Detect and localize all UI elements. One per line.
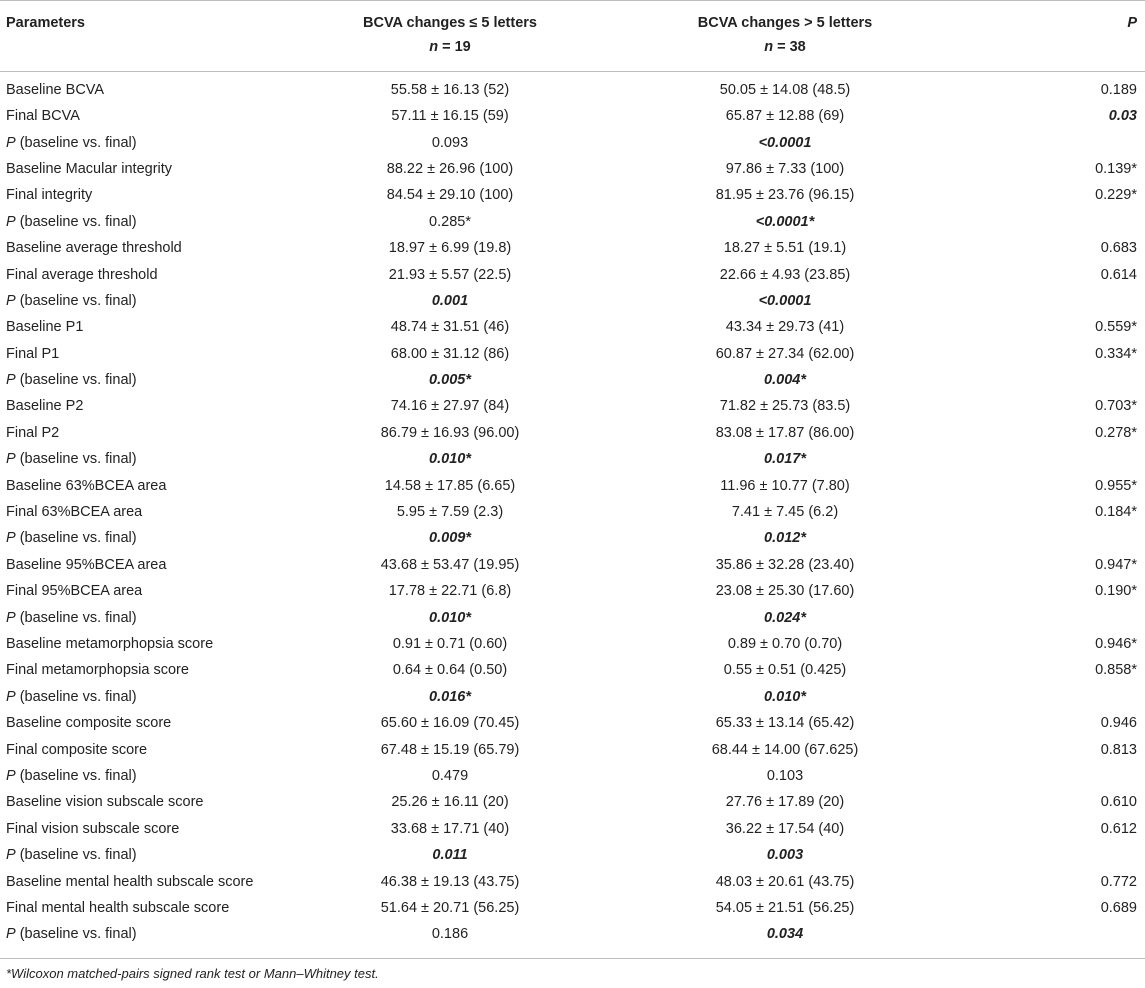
group1-value: 17.78 ± 22.71 (6.8) (388, 583, 512, 600)
header-p: P (1127, 15, 1137, 31)
row-label-text: Final mental health subscale score (6, 899, 230, 916)
row-label-prefix: P (6, 767, 16, 784)
p-value (970, 209, 1145, 235)
row-label-prefix: P (6, 688, 16, 705)
group1-value: 88.22 ± 26.96 (100) (386, 160, 514, 177)
row-label (0, 763, 300, 789)
row-label-text: Baseline P1 (6, 319, 84, 336)
row-label (0, 552, 300, 578)
p-value: 0.946 (1100, 715, 1137, 732)
bottom-rule (0, 958, 1145, 959)
p-value (970, 446, 1145, 472)
p-value (970, 367, 1145, 393)
p-value (970, 684, 1145, 710)
table-row (0, 763, 1145, 789)
group2-value: 0.012* (764, 530, 806, 547)
row-label-text: Final P1 (6, 345, 60, 362)
p-value (970, 288, 1145, 314)
p-value: 0.189 (1100, 82, 1137, 98)
group1-value: 67.48 ± 15.19 (65.79) (380, 741, 520, 758)
group1-value: 48.74 ± 31.51 (46) (390, 319, 510, 336)
table-row (0, 341, 1145, 367)
table-row (0, 736, 1145, 762)
row-label-prefix: P (6, 609, 16, 626)
row-label (0, 868, 300, 894)
group2-value: 60.87 ± 27.34 (62.00) (715, 345, 855, 362)
group1-value: 0.093 (431, 134, 469, 151)
row-label-text: Final average threshold (6, 266, 158, 283)
row-label-text: Final composite score (6, 741, 148, 758)
row-label (0, 367, 300, 393)
row-label (0, 209, 300, 235)
table-row (0, 525, 1145, 551)
row-label (0, 789, 300, 815)
row-label (0, 604, 300, 630)
group2-value: 83.08 ± 17.87 (86.00) (715, 424, 855, 441)
group1-value: 74.16 ± 27.97 (84) (390, 398, 510, 415)
row-label-text: Baseline 63%BCEA area (6, 477, 167, 494)
row-label (0, 129, 300, 155)
group1-value: 0.011 (432, 847, 468, 864)
p-value: 0.772 (1100, 873, 1137, 890)
table-row (0, 72, 1145, 104)
group2-value: 71.82 ± 25.73 (83.5) (719, 398, 851, 415)
group2-value: 0.024* (764, 609, 806, 626)
row-label (0, 235, 300, 261)
table-row (0, 182, 1145, 208)
row-label (0, 420, 300, 446)
group2-value: 97.86 ± 7.33 (100) (725, 160, 845, 177)
group2-value: <0.0001* (755, 213, 815, 230)
table-row (0, 842, 1145, 868)
row-label-text: (baseline vs. final) (15, 688, 137, 705)
table-row (0, 261, 1145, 287)
p-value: 0.139* (1095, 160, 1137, 177)
group2-value: 0.89 ± 0.70 (0.70) (727, 636, 843, 652)
row-label-text: Baseline mental health subscale score (6, 873, 254, 890)
row-label (0, 525, 300, 551)
row-label (0, 314, 300, 340)
row-label-prefix: P (6, 530, 16, 547)
row-label-text: Baseline metamorphopsia score (6, 636, 214, 652)
row-label-text: Final BCVA (6, 108, 80, 125)
group1-value: 86.79 ± 16.93 (96.00) (380, 424, 520, 441)
header-n1-symbol: n (429, 39, 439, 55)
p-value (970, 525, 1145, 551)
group1-value: 33.68 ± 17.71 (40) (390, 820, 510, 837)
table-row (0, 156, 1145, 182)
row-label-text: (baseline vs. final) (15, 213, 137, 230)
p-value: 0.955* (1095, 477, 1137, 494)
group2-value: 0.017* (764, 451, 806, 468)
group2-value: <0.0001 (758, 134, 812, 151)
table-row (0, 684, 1145, 710)
row-label-prefix: P (6, 451, 16, 468)
row-label-text: (baseline vs. final) (15, 451, 137, 468)
group2-value: 65.87 ± 12.88 (69) (725, 108, 845, 125)
table-row (0, 235, 1145, 261)
group2-value: 22.66 ± 4.93 (23.85) (719, 266, 851, 283)
row-label-text: Baseline composite score (6, 715, 172, 732)
row-label-text: Baseline P2 (6, 398, 84, 415)
row-label (0, 182, 300, 208)
p-value (970, 129, 1145, 155)
group1-value: 0.001 (431, 292, 469, 309)
row-label-text: Baseline 95%BCEA area (6, 556, 167, 573)
p-value: 0.703* (1095, 398, 1137, 415)
p-value: 0.614 (1100, 266, 1137, 283)
group1-value: 14.58 ± 17.85 (6.65) (384, 477, 516, 494)
group1-value: 65.60 ± 16.09 (70.45) (380, 715, 520, 732)
table-row (0, 868, 1145, 894)
table-row (0, 657, 1145, 683)
group2-value: 18.27 ± 5.51 (19.1) (723, 240, 847, 257)
row-label (0, 816, 300, 842)
row-label-text: Baseline BCVA (6, 82, 105, 98)
group1-value: 0.479 (431, 767, 469, 784)
row-label-prefix: P (6, 292, 16, 309)
group1-value: 43.68 ± 53.47 (19.95) (380, 556, 520, 573)
row-label (0, 736, 300, 762)
group1-value: 55.58 ± 16.13 (52) (390, 82, 510, 98)
group1-value: 46.38 ± 19.13 (43.75) (380, 873, 520, 890)
row-label (0, 631, 300, 657)
table-row (0, 446, 1145, 472)
p-value (970, 763, 1145, 789)
header-group2: BCVA changes > 5 letters (697, 15, 873, 31)
p-value: 0.190* (1095, 583, 1137, 600)
row-label-text: (baseline vs. final) (15, 292, 137, 309)
row-label (0, 842, 300, 868)
group1-value: 51.64 ± 20.71 (56.25) (380, 899, 520, 916)
group2-value: 0.004* (764, 372, 806, 389)
table-row (0, 288, 1145, 314)
p-value: 0.278* (1095, 424, 1137, 441)
header-spacer (0, 33, 300, 72)
row-label (0, 103, 300, 129)
row-label (0, 341, 300, 367)
group1-value: 0.285* (429, 213, 471, 230)
group2-value: 35.86 ± 32.28 (23.40) (715, 556, 855, 573)
group2-value: 50.05 ± 14.08 (48.5) (719, 82, 851, 98)
p-value: 0.559* (1095, 319, 1137, 336)
row-label (0, 710, 300, 736)
group2-value: 0.010* (764, 688, 806, 705)
group2-value: 81.95 ± 23.76 (96.15) (715, 187, 855, 204)
row-label (0, 895, 300, 921)
table-body (0, 72, 1145, 948)
table-row (0, 393, 1145, 419)
header-spacer (970, 33, 1145, 72)
footnote: *Wilcoxon matched-pairs signed rank test or Mann–Whitney test. (6, 966, 379, 981)
row-label-prefix: P (6, 134, 16, 151)
table-row (0, 604, 1145, 630)
row-label-text: (baseline vs. final) (15, 767, 137, 784)
table-row (0, 921, 1145, 947)
row-label-text: Final integrity (6, 187, 93, 204)
row-label-text: Final 63%BCEA area (6, 504, 143, 521)
group1-value: 0.005* (429, 372, 471, 389)
group2-value: 54.05 ± 21.51 (56.25) (715, 899, 855, 916)
group2-value: 23.08 ± 25.30 (17.60) (715, 583, 855, 600)
table-row (0, 710, 1145, 736)
group1-value: 25.26 ± 16.11 (20) (391, 794, 509, 811)
row-label-text: Baseline Macular integrity (6, 160, 173, 177)
row-label-text: (baseline vs. final) (15, 609, 137, 626)
group1-value: 0.010* (429, 451, 471, 468)
row-label (0, 578, 300, 604)
table-row (0, 129, 1145, 155)
row-label (0, 657, 300, 683)
row-label-text: Final vision subscale score (6, 820, 180, 837)
group2-value: 7.41 ± 7.45 (6.2) (731, 504, 839, 521)
row-label-text: Final 95%BCEA area (6, 583, 143, 600)
row-label-text: Final P2 (6, 424, 60, 441)
group1-value: 0.91 ± 0.71 (0.60) (392, 636, 508, 652)
table-row (0, 789, 1145, 815)
group2-value: 48.03 ± 20.61 (43.75) (715, 873, 855, 890)
p-value: 0.947* (1095, 556, 1137, 573)
row-label (0, 288, 300, 314)
group1-value: 0.010* (429, 609, 471, 626)
table-row (0, 578, 1145, 604)
row-label (0, 393, 300, 419)
group2-value: 65.33 ± 13.14 (65.42) (715, 715, 855, 732)
group1-value: 57.11 ± 16.15 (59) (391, 108, 509, 125)
p-value: 0.03 (1108, 108, 1137, 125)
group2-value: 36.22 ± 17.54 (40) (725, 820, 845, 837)
row-label-text: (baseline vs. final) (15, 134, 137, 151)
row-label-text: Baseline vision subscale score (6, 794, 204, 811)
row-label (0, 472, 300, 498)
row-label-text: Baseline average threshold (6, 240, 182, 257)
p-value (970, 604, 1145, 630)
p-value (970, 921, 1145, 947)
row-label-text: (baseline vs. final) (15, 372, 137, 389)
row-label (0, 921, 300, 947)
group2-value: 0.003 (766, 847, 804, 864)
row-label-text: (baseline vs. final) (15, 530, 137, 547)
row-label-prefix: P (6, 926, 16, 943)
group1-value: 18.97 ± 6.99 (19.8) (388, 240, 512, 257)
table-row (0, 631, 1145, 657)
group1-value: 21.93 ± 5.57 (22.5) (388, 266, 512, 283)
group2-value: 27.76 ± 17.89 (20) (725, 794, 845, 811)
row-label-prefix: P (6, 213, 16, 230)
group2-value: 11.96 ± 10.77 (7.80) (720, 477, 850, 494)
group1-value: 0.016* (429, 688, 471, 705)
group2-value: <0.0001 (758, 292, 812, 309)
p-value: 0.334* (1095, 345, 1137, 362)
header-parameters: Parameters (6, 15, 85, 31)
group1-value: 84.54 ± 29.10 (100) (386, 187, 514, 204)
table-row (0, 420, 1145, 446)
group2-value: 43.34 ± 29.73 (41) (725, 319, 845, 336)
group1-value: 68.00 ± 31.12 (86) (390, 345, 510, 362)
group1-value: 0.009* (429, 530, 471, 547)
group2-value: 0.034 (766, 926, 804, 943)
table-row (0, 209, 1145, 235)
row-label (0, 446, 300, 472)
p-value: 0.683 (1100, 240, 1137, 257)
p-value: 0.813 (1100, 741, 1137, 758)
p-value: 0.858* (1095, 662, 1137, 679)
row-label-text: (baseline vs. final) (15, 847, 137, 864)
group1-value: 5.95 ± 7.59 (2.3) (396, 504, 504, 521)
p-value: 0.689 (1100, 899, 1137, 916)
row-label-prefix: P (6, 847, 16, 864)
table-row (0, 816, 1145, 842)
table-row (0, 472, 1145, 498)
row-label (0, 156, 300, 182)
p-value (970, 842, 1145, 868)
row-label (0, 72, 300, 104)
header-n2 (600, 33, 970, 72)
header-n2-symbol: n (764, 39, 774, 55)
group1-value: 0.186 (431, 926, 469, 943)
header-n1 (300, 33, 600, 72)
row-label-prefix: P (6, 372, 16, 389)
header-n2-value: = 38 (777, 39, 806, 55)
table-row (0, 499, 1145, 525)
p-value: 0.610 (1100, 794, 1137, 811)
row-label-text: Final metamorphopsia score (6, 662, 189, 679)
header-group1: BCVA changes ≤ 5 letters (363, 15, 537, 31)
group2-value: 68.44 ± 14.00 (67.625) (711, 741, 859, 758)
group2-value: 0.55 ± 0.51 (0.425) (723, 662, 847, 679)
p-value: 0.184* (1095, 504, 1137, 521)
table-row (0, 103, 1145, 129)
table-row (0, 367, 1145, 393)
header-n1-value: = 19 (442, 39, 471, 55)
p-value: 0.612 (1100, 820, 1137, 837)
group1-value: 0.64 ± 0.64 (0.50) (392, 662, 508, 679)
row-label (0, 684, 300, 710)
group2-value: 0.103 (766, 767, 804, 784)
row-label-text: (baseline vs. final) (15, 926, 137, 943)
table-row (0, 895, 1145, 921)
p-value: 0.229* (1095, 187, 1137, 204)
table-header (0, 0, 1145, 72)
p-value: 0.946* (1095, 636, 1137, 652)
row-label (0, 499, 300, 525)
table-row (0, 552, 1145, 578)
row-label (0, 261, 300, 287)
table-row (0, 314, 1145, 340)
